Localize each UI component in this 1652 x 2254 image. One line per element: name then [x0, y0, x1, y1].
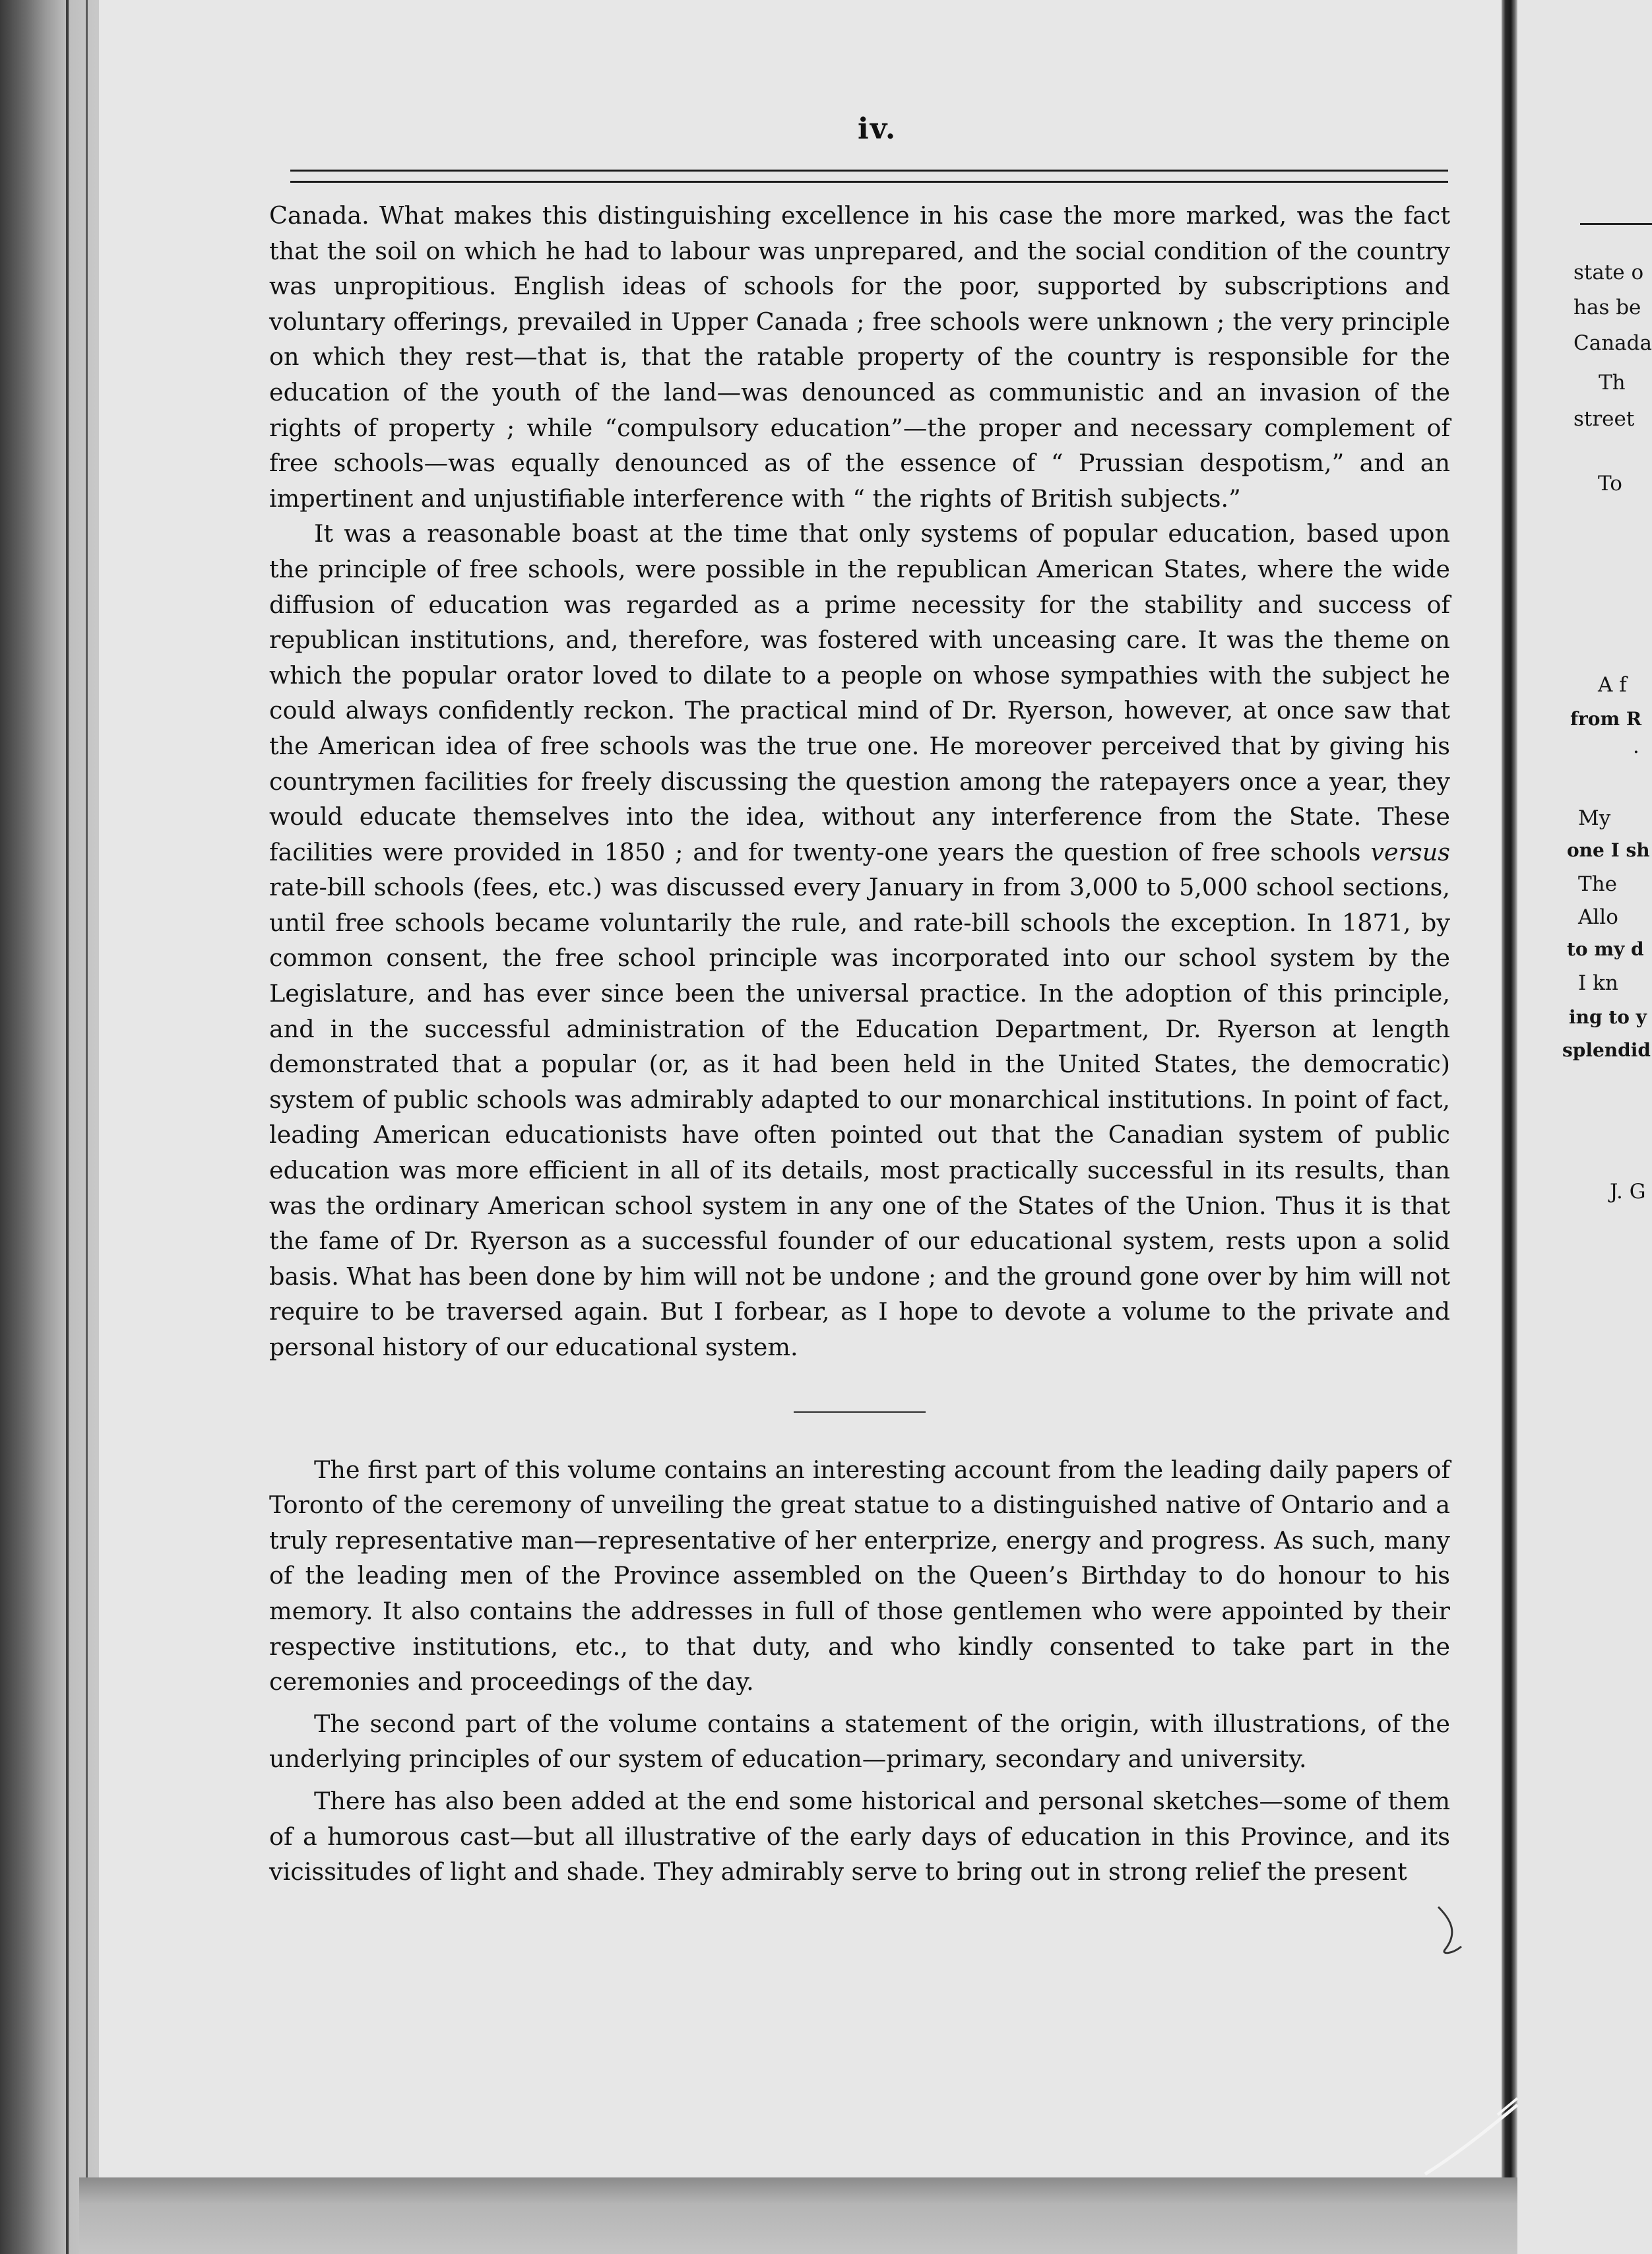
paragraph: There has also been added at the end some historical and personal sketches—some of them of a humorous cast—but all illustrative of the early days of education in this Province, and its vicissitudes of light and shade. They admirably serve to bring out in strong relief the present [269, 1786, 1450, 1886]
paragraph: The second part of the volume contains a statement of the origin, with illustrations, of the underlying principles of our system of education—primary, secondary and university. [269, 1709, 1450, 1774]
facing-page-text: Canada [1573, 331, 1652, 355]
facing-page-header-rule [1580, 223, 1652, 225]
facing-page-text: To [1598, 472, 1622, 496]
scan-mark [1418, 2059, 1524, 2177]
paragraph: Canada. What makes this distinguishing excellence in his case the more marked, was the fact that the soil on which he had to labour was unprepared, and the social condition of the country was unpropitious. English ideas of schools for the poor, supported by subscriptions and voluntary offerings, prevailed in Upper Canada ; free schools were unknown ; the very principle on which they rest—that is, that the ratable property of the country is responsible for the education of the youth of the land—was denounced as communistic and an invasion of the rights of property ; while “compulsory education”—the proper and necessary complement of free schools—was equally denounced as of the essence of “ Prussian despotism,” and an impertinent and unjustifiable interference with “ the rights of British subjects.” [269, 201, 1450, 513]
facing-page-text: J. G [1610, 1180, 1646, 1204]
facing-page-fragment [1517, 0, 1652, 2254]
facing-page-text: ing to y [1569, 1006, 1647, 1028]
facing-page-text: one I sh [1567, 839, 1650, 861]
paragraph: The first part of this volume contains an interesting account from the leading daily papers of Toronto of the ceremony of unveiling the great statue to a distinguished native of Ontario and a truly representative man—representative of her enterprize, energy and progress. As such, many of the leading men of the Province assembled on the Queen’s Birthday to do honour to his memory. It also contains the addresses in full of those gentlemen who were appointed by their respective institutions, etc., to that duty, and who kindly consented to take part in the ceremonies and proceedings of the day. [269, 1455, 1450, 1696]
facing-page-text: state o [1573, 261, 1644, 284]
page-number: iv. [858, 112, 897, 146]
facing-page-text: from R [1570, 708, 1642, 730]
text-column [269, 198, 1450, 1890]
header-double-rule [290, 170, 1448, 183]
facing-page-text: Th [1599, 371, 1626, 395]
italic-word: versus [1370, 837, 1450, 866]
facing-page-text: A f [1598, 673, 1627, 697]
paragraph: It was a reasonable boast at the time that only systems of popular education, based upon the principle of free schools, were possible in the republican American States, where the wide diffusion of education was regarded as a prime necessity for the stability and success of republican institutions, and, therefore, was fostered with unceasing care. It was the theme on which the popular orator loved to dilate to a people on whose sympathies with the subject he could always confidently reckon. The practical mind of Dr. Ryerson, however, at once saw that the American idea of free schools was the true one. He moreover perceived that by giving his countrymen facilities for freely discussing the question among the ratepayers once a year, they would educate themselves into the idea, without any interference from the State. These facilities were provided in 1850 ; and for twenty-one years the question of free schools versus rate-bill schools (fees, etc.) was discussed every January in from 3,000 to 5,000 school sections, until free schools became voluntarily the rule, and rate-bill schools the exception. In 1871, by common consent, the free school principle was incorporated into our school system by the Legislature, and has ever since been the universal practice. In the adoption of this principle, and in the successful administration of the Education Department, Dr. Ryerson at length demonstrated that a popular (or, as it had been held in the United States, the democratic) system of public schools was admirably adapted to our monarchical institutions. In point of fact, leading American educationists have often pointed out that the Canadian system of public education was more efficient in all of its details, most practically successful in its results, than was the ordinary American school system in any one of the States of the Union. Thus it is that the fame of Dr. Ryerson as a successful founder of our educational system, rests upon a solid basis. What has been done by him will not be undone ; and the ground gone over by him will not require to be traversed again. But I forbear, as I hope to devote a volume to the private and personal history of our educational system. [269, 519, 1450, 1361]
scanner-left-border [0, 0, 99, 2254]
facing-page-text: splendid [1562, 1039, 1651, 1061]
facing-page-text: · [1633, 740, 1639, 764]
scan-mark [1425, 1900, 1478, 1960]
page-bottom-shadow [79, 2177, 1517, 2254]
section-separator-rule [794, 1411, 926, 1413]
facing-page-text: My [1578, 806, 1611, 830]
border-line [66, 0, 69, 2254]
facing-page-text: I kn [1578, 971, 1618, 995]
facing-page-text: Allo [1578, 905, 1618, 929]
facing-page-text: The [1578, 872, 1617, 896]
facing-page-text: has be [1573, 296, 1641, 319]
facing-page-text: to my d [1567, 938, 1644, 960]
facing-page-text: street [1573, 407, 1635, 431]
border-line [86, 0, 88, 2254]
book-gutter [1502, 0, 1517, 2177]
